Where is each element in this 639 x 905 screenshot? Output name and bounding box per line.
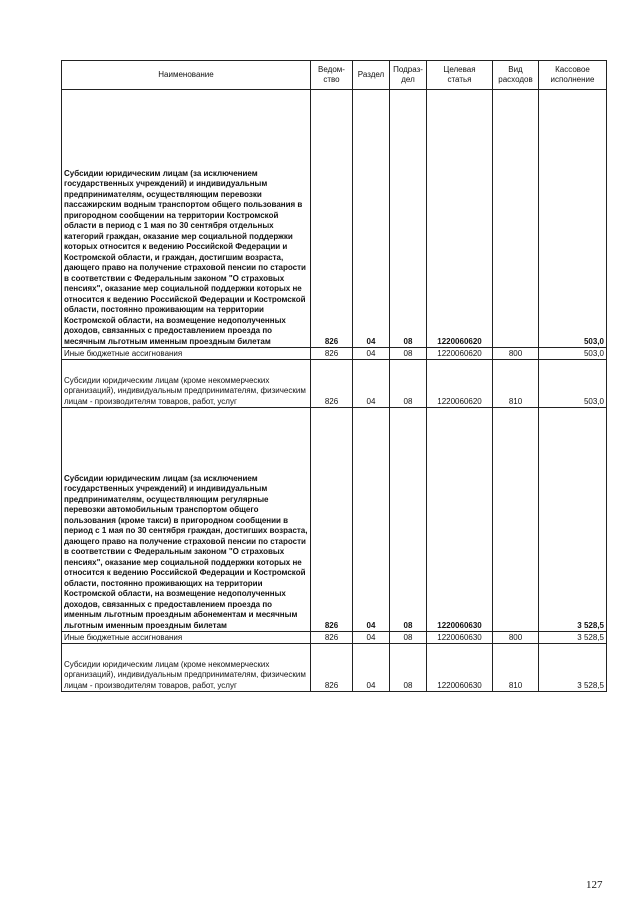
row-podrazdel: 08 bbox=[390, 90, 427, 348]
row-kassovoe: 503,0 bbox=[539, 348, 607, 360]
row-vedomstvo: 826 bbox=[311, 90, 353, 348]
row-razdel: 04 bbox=[353, 90, 390, 348]
row-vid: 800 bbox=[493, 632, 539, 644]
row-vid: 810 bbox=[493, 360, 539, 408]
row-name: Иные бюджетные ассигнования bbox=[62, 348, 311, 360]
header-name: Наименование bbox=[62, 61, 311, 90]
row-vid: 800 bbox=[493, 348, 539, 360]
row-vedomstvo: 826 bbox=[311, 348, 353, 360]
row-name: Субсидии юридическим лицам (кроме некоммерческих организаций), индивидуальным предпринимателям, физическим лицам - производителям товаров, работ, услуг bbox=[62, 644, 311, 692]
row-name: Иные бюджетные ассигнования bbox=[62, 632, 311, 644]
row-celevaya: 1220060620 bbox=[427, 348, 493, 360]
row-vedomstvo: 826 bbox=[311, 632, 353, 644]
row-podrazdel: 08 bbox=[390, 644, 427, 692]
row-vedomstvo: 826 bbox=[311, 360, 353, 408]
row-kassovoe: 3 528,5 bbox=[539, 632, 607, 644]
row-kassovoe: 503,0 bbox=[539, 360, 607, 408]
row-vedomstvo: 826 bbox=[311, 408, 353, 632]
row-razdel: 04 bbox=[353, 644, 390, 692]
header-kassovoe: Кассовое исполнение bbox=[539, 61, 607, 90]
header-vid: Вид расходов bbox=[493, 61, 539, 90]
table-row bbox=[62, 348, 607, 360]
row-vid bbox=[493, 408, 539, 632]
row-podrazdel: 08 bbox=[390, 348, 427, 360]
budget-execution-table bbox=[61, 60, 607, 692]
row-celevaya: 1220060620 bbox=[427, 90, 493, 348]
header-podrazdel: Подраз- дел bbox=[390, 61, 427, 90]
row-celevaya: 1220060630 bbox=[427, 632, 493, 644]
row-razdel: 04 bbox=[353, 408, 390, 632]
row-name: Субсидии юридическим лицам (кроме некоммерческих организаций), индивидуальным предпринимателям, физическим лицам - производителям товаров, работ, услуг bbox=[62, 360, 311, 408]
row-podrazdel: 08 bbox=[390, 408, 427, 632]
row-vid bbox=[493, 90, 539, 348]
row-kassovoe: 3 528,5 bbox=[539, 408, 607, 632]
row-celevaya: 1220060630 bbox=[427, 644, 493, 692]
row-razdel: 04 bbox=[353, 360, 390, 408]
table-row bbox=[62, 632, 607, 644]
table-row bbox=[62, 644, 607, 692]
row-name: Субсидии юридическим лицам (за исключением государственных учреждений) и индивидуальным предпринимателям, осуществляющим перевозки пассажирским водным транспортом общего пользования в пригородном сообщении на территории Костромской области в период с 1 мая по 30 сентября отдельных категорий граждан, оказание мер социальной поддержки которых относится к ведению Российской Федерации и Костромской области, и граждан, достигшим возраста, дающего право на получение страховой пенсии по старости в соответствии с Федеральным законом "О страховых пенсиях", оказание мер социальной поддержки которых не относится к ведению Российской Федерации и Костромской области, постоянно проживающим на территории Костромской области, на возмещение недополученных доходов, связанных с предоставлением проезда по месячным льготным именным проездным билетам bbox=[62, 90, 311, 348]
header-celevaya: Целевая статья bbox=[427, 61, 493, 90]
row-razdel: 04 bbox=[353, 632, 390, 644]
table-header-row bbox=[62, 61, 607, 90]
header-vedomstvo: Ведом- ство bbox=[311, 61, 353, 90]
row-kassovoe: 3 528,5 bbox=[539, 644, 607, 692]
header-razdel: Раздел bbox=[353, 61, 390, 90]
row-podrazdel: 08 bbox=[390, 632, 427, 644]
table-row bbox=[62, 90, 607, 348]
table-row bbox=[62, 408, 607, 632]
table-row bbox=[62, 360, 607, 408]
row-vedomstvo: 826 bbox=[311, 644, 353, 692]
row-kassovoe: 503,0 bbox=[539, 90, 607, 348]
page-number: 127 bbox=[586, 879, 603, 891]
row-vid: 810 bbox=[493, 644, 539, 692]
row-razdel: 04 bbox=[353, 348, 390, 360]
row-celevaya: 1220060630 bbox=[427, 408, 493, 632]
row-podrazdel: 08 bbox=[390, 360, 427, 408]
row-celevaya: 1220060620 bbox=[427, 360, 493, 408]
row-name: Субсидии юридическим лицам (за исключением государственных учреждений) и индивидуальным предпринимателям, осуществляющим регулярные перевозки автомобильным транспортом общего пользования (кроме такси) в пригородном сообщении в период с 1 мая по 30 сентября граждан, достигших возраста, дающего право на получение страховой пенсии по старости в соответствии с Федеральным законом "О страховых пенсиях", оказание мер социальной поддержки которых не относится к ведению Российской Федерации и Костромской области, постоянно проживающих на территории Костромской области, на возмещение недополученных доходов, связанных с предоставлением проезда по именным льготным проездным абонементам и месячным льготным именным проездным билетам bbox=[62, 408, 311, 632]
